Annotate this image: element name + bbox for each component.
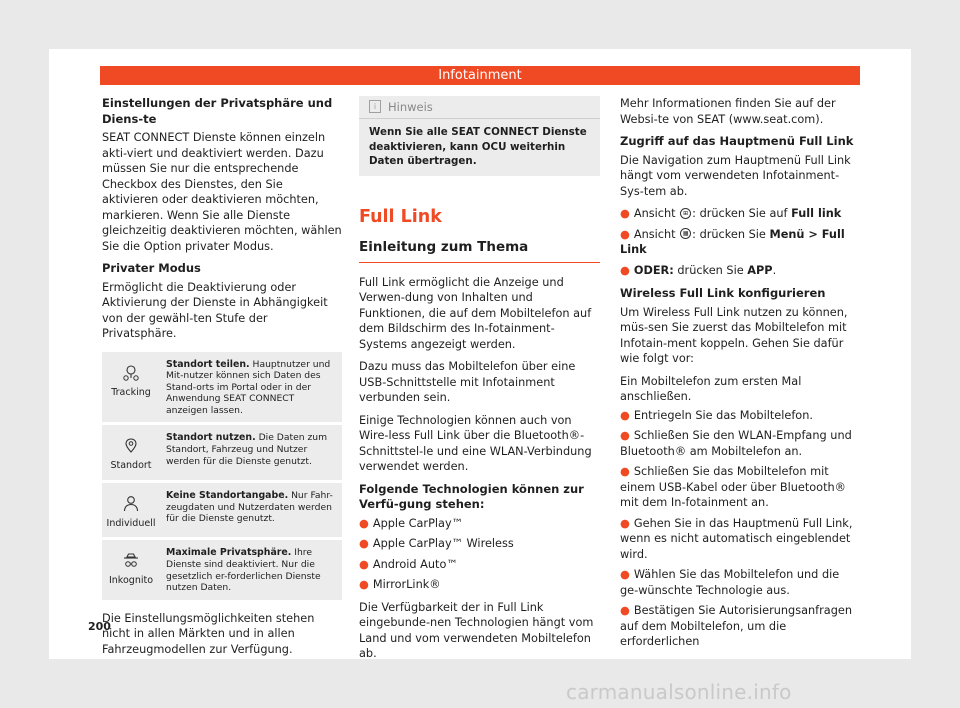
tracking-icon: [121, 364, 141, 382]
section-title: Full Link: [359, 206, 442, 227]
bullet-icon: ●: [620, 263, 630, 277]
step-item: ● Entriegeln Sie das Mobiltelefon.: [620, 408, 813, 422]
bullet-icon: ●: [359, 516, 369, 530]
app-view-icon: ▦: [680, 228, 691, 239]
privacy-modes-table: [102, 349, 342, 603]
mode-title: Standort teilen.: [166, 358, 250, 370]
grid-view-icon: ⊞: [680, 208, 691, 219]
availability-note: Die Verfügbarkeit der in Full Link eingebunde-nen Technologien hängt vom Land und vom verwendeten Mobiltelefon ab.: [359, 600, 594, 660]
list-item: ● Apple CarPlay™: [359, 516, 463, 530]
list-item: ● Apple CarPlay™ Wireless: [359, 537, 514, 550]
info-icon: i: [369, 100, 381, 113]
privacy-intro-text: SEAT CONNECT Dienste können einzeln akti-viert und deaktiviert werden. Dazu müssen Sie nur die entsprechende Checkbox des Dienstes, den Sie aktivieren oder deaktivieren möchten, markieren. Wenn Sie alle Dienste gleichzeitig deaktivieren möchten, wählen Sie die Option privater Modus.: [102, 131, 342, 253]
bullet-icon: ●: [620, 604, 630, 617]
bullet-icon: ●: [620, 429, 630, 442]
fulllink-wireless-text: Einige Technologien können auch von Wire-less Full Link über die Bluetooth®-Schnittstel-le und eine WLAN-Verbindung verwendet werden.: [359, 413, 592, 473]
page-header: Infotainment: [100, 66, 860, 85]
fulllink-intro: Full Link ermöglicht die Anzeige und Verwen-dung von Inhalten und Funktionen, die auf dem Mobiltelefon auf dem Bildschirm des In-fotainment-Systems angezeigt werden.: [359, 275, 592, 351]
column-middle: [359, 96, 600, 669]
bullet-icon: ●: [359, 557, 369, 571]
mode-description: Nur Fahr-zeugdaten und Nutzerdaten werden für die Dienste genutzt.: [166, 489, 333, 525]
mode-label-tracking: Tracking: [111, 386, 151, 398]
wireless-text: Um Wireless Full Link nutzen zu können, müs-sen Sie zuerst das Mobiltelefon mit Infotain-ment koppeln. Gehen Sie dafür wie folgt vor:: [620, 305, 848, 365]
privacy-mode-row: [102, 425, 342, 480]
mode-label-inkognito: Inkognito: [108, 575, 154, 587]
note-title: Hinweis: [388, 100, 433, 114]
private-mode-heading: Privater Modus: [102, 261, 201, 275]
availability-text: Die Einstellungsmöglichkeiten stehen nicht in allen Märkten und in allen Fahrzeugmodellen zur Verfügung.: [102, 611, 315, 656]
privacy-mode-row: [102, 540, 342, 599]
mode-title: Maximale Privatsphäre.: [166, 547, 292, 559]
list-item: ● ODER: drücken Sie APP.: [620, 263, 777, 277]
wireless-heading: Wireless Full Link konfigurieren: [620, 286, 826, 300]
watermark: carmanualsonline.info: [566, 680, 792, 704]
privacy-settings-heading: Einstellungen der Privatsphäre und Diens-te: [102, 96, 333, 126]
mode-description: Die Daten zum Standort, Fahrzeug und Nutzer werden für die Dienste genutzt.: [166, 432, 328, 467]
mode-label-individuell: Individuell: [106, 517, 156, 529]
location-icon: [121, 437, 141, 455]
page-number: 200: [88, 620, 111, 633]
privacy-mode-row: [102, 352, 342, 423]
list-item: ● Ansicht ⊞ : drücken Sie auf Full link: [620, 207, 842, 220]
person-icon: [121, 495, 141, 513]
column-right: [620, 96, 860, 655]
note-box: [359, 96, 600, 176]
mode-description: Hauptnutzer und Mit-nutzer können sich Daten des Stand-orts im Portal oder in der Anwendung SEAT CONNECT anzeigen lassen.: [166, 358, 331, 416]
list-item: ● Ansicht ▦ : drücken Sie Menü > Full Link: [620, 227, 845, 256]
first-connect-text: Ein Mobiltelefon zum ersten Mal anschließen.: [620, 374, 802, 403]
bullet-icon: ●: [620, 207, 630, 220]
list-item: ● MirrorLink®: [359, 578, 441, 591]
bullet-icon: ●: [620, 227, 630, 241]
more-info-text: Mehr Informationen finden Sie auf der Websi-te von SEAT (www.seat.com).: [620, 97, 836, 126]
mode-description: Ihre Dienste sind deaktiviert. Nur die gesetzlich er-forderlichen Dienste nutzen Daten.: [166, 547, 321, 594]
private-mode-text: Ermöglicht die Deaktivierung oder Aktivierung der Dienste in Abhängigkeit von der gewähl-ten Stufe der Privatsphäre.: [102, 280, 328, 340]
step-item: ● Gehen Sie in das Hauptmenü Full Link, wenn es nicht automatisch eingeblendet wird.: [620, 516, 853, 561]
mode-label-standort: Standort: [110, 460, 152, 472]
technologies-heading: Folgende Technologien können zur Verfü-gung stehen:: [359, 481, 584, 511]
step-item: ● Wählen Sie das Mobiltelefon und die ge-wünschte Technologie aus.: [620, 568, 840, 597]
column-left: [102, 96, 342, 664]
fulllink-usb-text: Dazu muss das Mobiltelefon über eine USB-Schnittstelle mit Infotainment verbunden sein.: [359, 360, 576, 404]
main-menu-text: Die Navigation zum Hauptmenü Full Link hängt vom verwendeten Infotainment-Sys-tem ab.: [620, 153, 851, 198]
bullet-icon: ●: [620, 568, 630, 581]
step-item: ● Schließen Sie das Mobiltelefon mit einem USB-Kabel oder über Bluetooth® mit dem In-fotainment an.: [620, 465, 846, 509]
bullet-icon: ●: [620, 465, 630, 478]
step-item: ● Schließen Sie den WLAN-Empfang und Bluetooth® am Mobiltelefon an.: [620, 429, 852, 458]
list-item: ● Android Auto™: [359, 557, 458, 571]
mode-title: Standort nutzen.: [166, 432, 256, 444]
incognito-icon: [121, 552, 141, 570]
bullet-icon: ●: [620, 408, 630, 422]
privacy-mode-row: [102, 483, 342, 538]
subsection-title: Einleitung zum Thema: [359, 238, 600, 263]
step-item: ● Bestätigen Sie Autorisierungsanfragen auf dem Mobiltelefon, um die erforderlichen: [620, 604, 853, 648]
main-menu-heading: Zugriff auf das Hauptmenü Full Link: [620, 134, 854, 148]
note-text: Wenn Sie alle SEAT CONNECT Dienste deaktivieren, kann OCU weiterhin Daten übertragen.: [369, 126, 587, 167]
bullet-icon: ●: [359, 537, 369, 550]
bullet-icon: ●: [359, 578, 369, 591]
mode-title: Keine Standortangabe.: [166, 489, 289, 501]
bullet-icon: ●: [620, 516, 630, 530]
